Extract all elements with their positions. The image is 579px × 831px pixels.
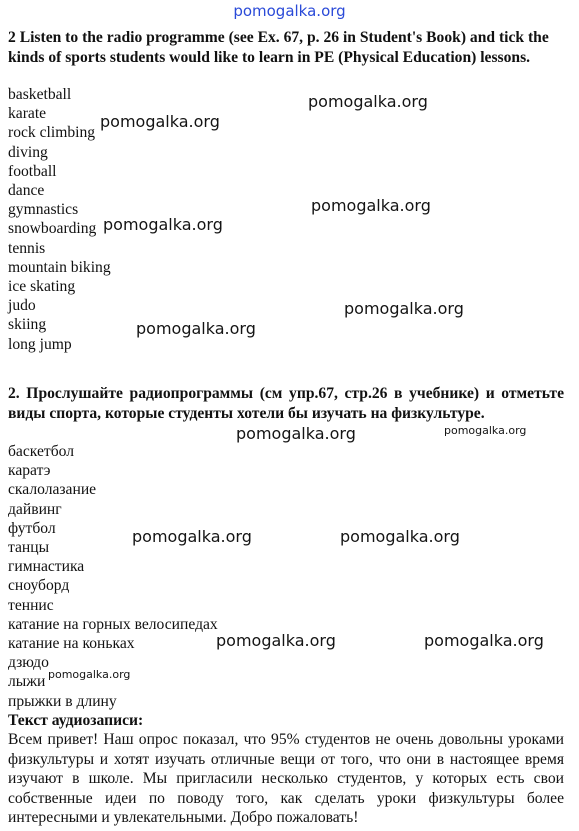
list-item: gymnastics	[8, 201, 79, 219]
english-task-title: 2 Listen to the radio programme (see Ex. 67, p. 26 in Student's Book) and tick the kinds of sports students would like to learn in PE (Physical Education) lessons.	[8, 29, 549, 66]
list-item: каратэ	[8, 462, 51, 480]
list-item: dance	[8, 182, 45, 200]
watermark-text: pomogalka.org	[344, 299, 464, 318]
watermark-text: pomogalka.org	[236, 424, 356, 443]
list-item: long jump	[8, 335, 72, 353]
list-item: rock climbing	[8, 124, 96, 142]
watermark-text: pomogalka.org	[424, 631, 544, 650]
english-sports-list	[8, 85, 111, 354]
list-item: karate	[8, 105, 47, 123]
list-item: прыжки в длину	[8, 692, 117, 710]
list-item: скалолазание	[8, 481, 97, 499]
list-item: mountain biking	[8, 258, 111, 276]
list-item: танцы	[8, 539, 50, 557]
list-item: skiing	[8, 316, 47, 334]
list-item: катание на горных велосипедах	[8, 615, 218, 633]
russian-task-title: 2. Прослушайте радиопрограммы (см упр.67, стр.26 в учебнике) и отметьте виды спорта, которые студенты хотели бы изучать на физкультуре.	[8, 385, 564, 422]
list-item: теннис	[8, 596, 54, 614]
transcript-heading: Текст аудиозаписи:	[8, 712, 144, 729]
list-item: футбол	[8, 519, 56, 537]
watermark-text: pomogalka.org	[216, 631, 336, 650]
list-item: баскетбол	[8, 443, 75, 460]
list-item: judo	[8, 297, 36, 315]
list-item: football	[8, 162, 57, 180]
list-item: катание на коньках	[8, 635, 135, 653]
watermark-text: pomogalka.org	[308, 92, 428, 111]
list-item: basketball	[8, 86, 72, 103]
watermark-text: pomogalka.org	[103, 215, 223, 234]
watermark-text: pomogalka.org	[444, 424, 527, 437]
list-item: лыжи	[8, 673, 46, 691]
list-item: дзюдо	[8, 654, 49, 672]
list-item: дайвинг	[8, 500, 62, 518]
list-item: snowboarding	[8, 220, 97, 238]
list-item: сноуборд	[8, 577, 70, 595]
list-item: tennis	[8, 239, 46, 257]
transcript-body: Всем привет! Наш опрос показал, что 95% студентов не очень довольны уроками физкультуры и хотят изучать отличные вещи от того, что они в настоящее время изучают в школе. Мы пригласили несколько студентов, у которых есть свои собственные идеи по поводу того, как сделать уроки физкультуры более интересными и увлекательными. Добро пожаловать!	[8, 731, 564, 827]
header-watermark-logo: pomogalka.org	[233, 2, 346, 20]
watermark-text: pomogalka.org	[311, 196, 431, 215]
watermark-text: pomogalka.org	[340, 527, 460, 546]
watermark-text: pomogalka.org	[132, 527, 252, 546]
watermark-text: pomogalka.org	[48, 668, 131, 681]
watermark-text: pomogalka.org	[100, 112, 220, 131]
list-item: diving	[8, 143, 48, 161]
list-item: ice skating	[8, 278, 76, 296]
list-item: гимнастика	[8, 558, 85, 576]
watermark-text: pomogalka.org	[136, 319, 256, 338]
